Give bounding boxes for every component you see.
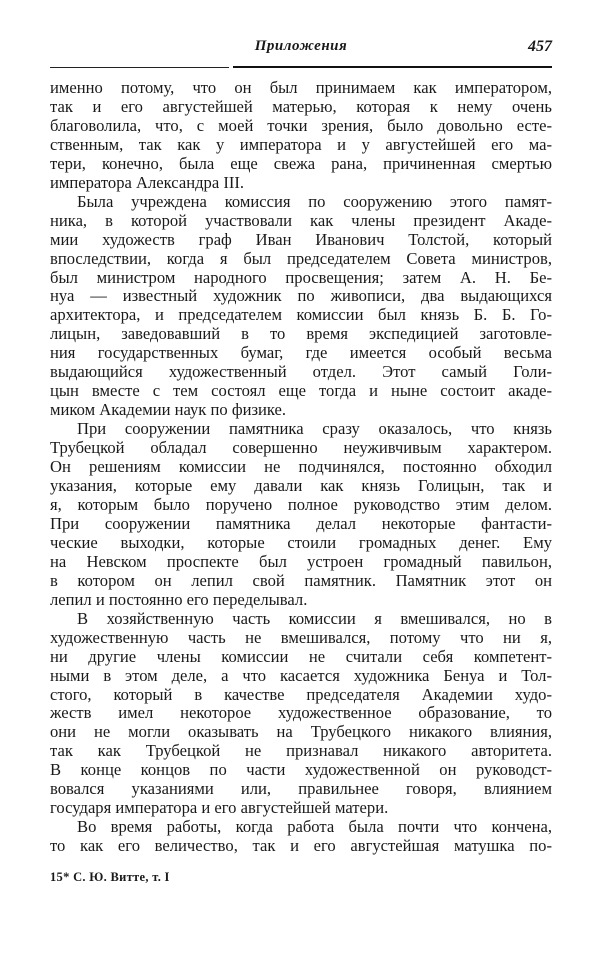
text-line: вовался указаниями или, правильнее говоря, влиянием bbox=[50, 779, 552, 799]
text-line: стого, который в качестве председателя Академии худо- bbox=[50, 684, 552, 704]
paragraph bbox=[50, 420, 552, 610]
text-line: на Невском проспекте был устроен громадный павильон, bbox=[50, 551, 552, 571]
text-line: благоволила, что, с моей точки зрения, было довольно есте- bbox=[50, 115, 552, 135]
text-line: лепил и постоянно его переделывал. bbox=[50, 589, 308, 609]
text-line: нуа — известный художник по живописи, два выдающихся bbox=[50, 286, 552, 306]
text-line: Во время работы, когда работа была почти что кончена, bbox=[77, 817, 552, 837]
text-line: В конце концов по части художественной он руководст- bbox=[50, 760, 552, 780]
text-line: то как его величество, так и его августейшая матушка по- bbox=[50, 836, 552, 856]
text-line: выдающийся художественный отдел. Этот самый Голи- bbox=[50, 362, 552, 382]
paragraph bbox=[50, 193, 552, 420]
text-line: впоследствии, когда я был председателем Совета министров, bbox=[50, 248, 552, 268]
text-line: Была учреждена комиссия по сооружению этого памят- bbox=[77, 191, 552, 211]
text-line: так как Трубецкой не признавал никакого авторитета. bbox=[50, 741, 552, 761]
text-line: ными в этом деле, а что касается художника Бенуа и Тол- bbox=[50, 665, 552, 685]
text-line: указания, которые ему давали как князь Голицын, так и bbox=[50, 476, 552, 496]
header-rule-right bbox=[233, 66, 552, 68]
signature-footer: 15* С. Ю. Витте, т. I bbox=[50, 870, 170, 884]
text-line: так и его августейшей матерью, которая к нему очень bbox=[50, 96, 552, 116]
text-line: художественную часть не вмешивался, потому что ни я, bbox=[50, 627, 552, 647]
text-line: При сооружении памятника сразу оказалось, что князь bbox=[77, 419, 552, 439]
text-line: жеств имел некоторое художественное образование, то bbox=[50, 703, 552, 723]
text-line: архитектора, и председателем комиссии был князь Б. Б. Го- bbox=[50, 305, 552, 325]
running-title: Приложения bbox=[254, 38, 348, 54]
paragraph bbox=[50, 818, 552, 856]
text-line: лицын, заведовавший в то время экспедицией заготовле- bbox=[50, 324, 552, 344]
text-line: был министром народного просвещения; затем А. Н. Бе- bbox=[50, 267, 552, 287]
text-line: ственным, так как у императора и у августейшей его ма- bbox=[50, 134, 552, 154]
text-line: миком Академии наук по физике. bbox=[50, 400, 287, 420]
text-line: ни другие члены комиссии не считали себя компетент- bbox=[50, 646, 552, 666]
text-line: в котором он лепил свой памятник. Памятник этот он bbox=[50, 570, 552, 590]
text-line: ника, в которой участвовали как члены президент Акаде- bbox=[50, 210, 552, 230]
page-header bbox=[50, 38, 552, 62]
text-line: они не могли оказывать на Трубецкого никакого влияния, bbox=[50, 722, 552, 742]
header-rule-left bbox=[50, 67, 229, 68]
text-line: мии художеств граф Иван Иванович Толстой, который bbox=[50, 229, 552, 249]
text-line: ния государственных бумаг, где имеется особый весьма bbox=[50, 343, 552, 363]
page-number: 457 bbox=[528, 38, 552, 55]
text-line: Он решениям комиссии не подчинялся, постоянно обходил bbox=[50, 457, 552, 477]
paragraph bbox=[50, 79, 552, 193]
body-text bbox=[50, 79, 552, 856]
text-line: императора Александра III. bbox=[50, 172, 245, 192]
text-line: ческие выходки, которые стоили громадных денег. Ему bbox=[50, 532, 552, 552]
text-line: При сооружении памятника делал некоторые фантасти- bbox=[50, 513, 552, 533]
text-line: именно потому, что он был принимаем как императором, bbox=[50, 78, 552, 97]
text-line: В хозяйственную часть комиссии я вмешивался, но в bbox=[77, 608, 552, 628]
text-line: государя императора и его августейшей матери. bbox=[50, 798, 389, 818]
text-line: Трубецкой обладал совершенно неуживчивым характером. bbox=[50, 438, 552, 458]
text-line: тери, конечно, была еще свежа рана, причиненная смертью bbox=[50, 153, 552, 173]
text-line: цын вместе с тем состоял еще тогда и ныне состоит акаде- bbox=[50, 381, 552, 401]
text-line: я, которым было поручено полное руководство этим делом. bbox=[50, 494, 552, 514]
paragraph bbox=[50, 610, 552, 818]
